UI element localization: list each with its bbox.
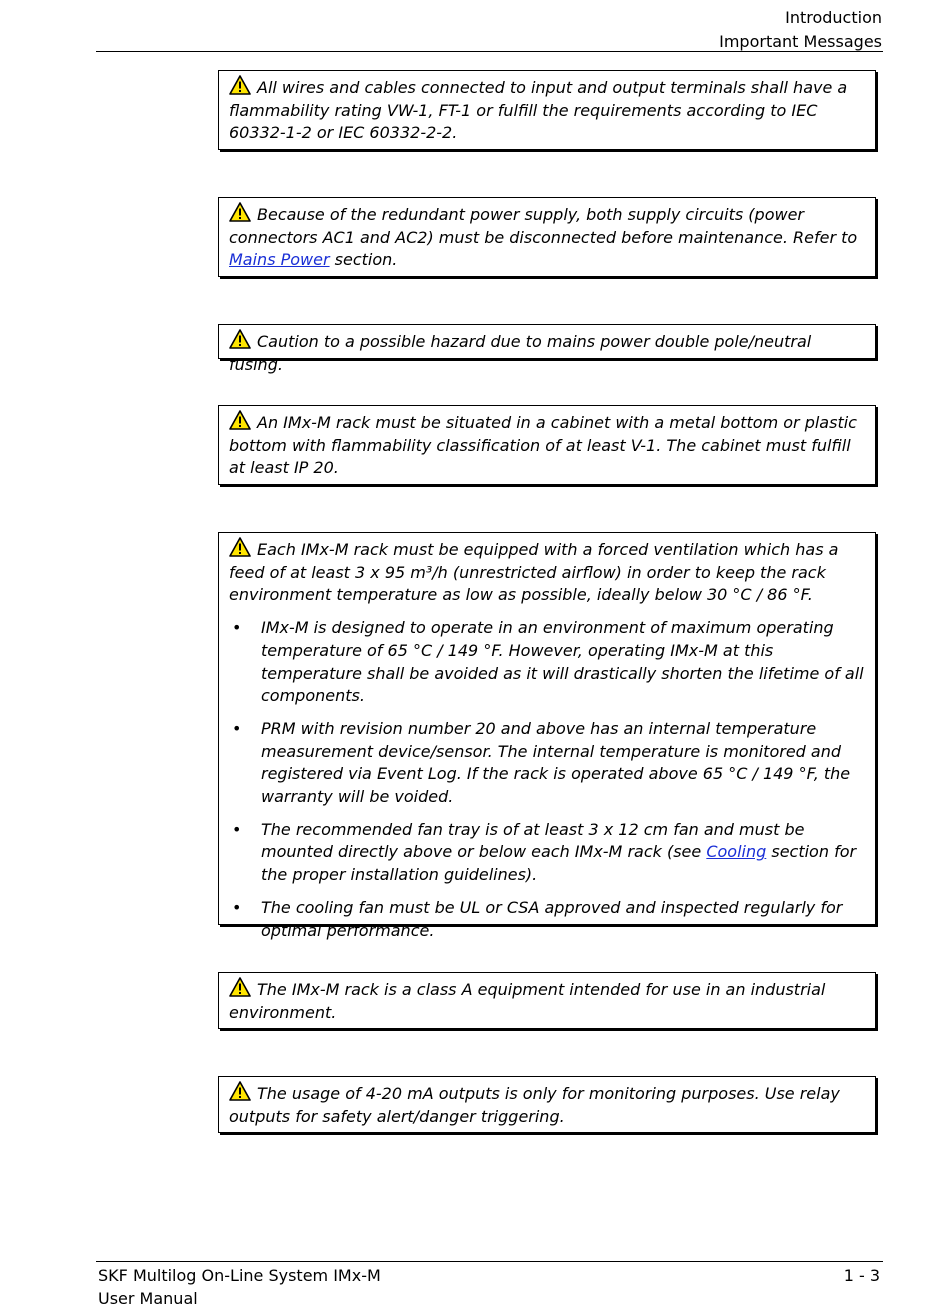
bullet: • [232,819,242,839]
list-item: • The recommended fan tray is of at least 3 x 12 cm fan and must be mounted directly above or below each IMx-M rack (see Cooling section for the proper installation guidelines). [232,819,857,885]
page-header [96,6,882,54]
warning-triangle-icon [229,410,251,430]
warning-box-cabinet [218,405,876,485]
warning-text: Caution to a possible hazard due to mains power double pole/neutral fusing. [229,332,812,374]
header-subsection: Important Messages [719,32,882,51]
warning-text: The IMx-M rack is a class A equipment intended for use in an industrial environment. [229,980,826,1022]
header-section: Introduction [785,8,882,27]
footer-doc-type: User Manual [98,1289,198,1308]
warning-triangle-icon [229,1081,251,1101]
warning-triangle-icon [229,537,251,557]
warning-triangle-icon [229,75,251,95]
warning-box-fusing [218,324,876,374]
header-divider [96,51,883,52]
warning-triangle-icon [229,329,251,349]
warning-text: All wires and cables connected to input and output terminals shall have a flammability rating VW-1, FT-1 or fulfill the requirements according to IEC 60332-1-2 or IEC 60332-2-2. [229,78,848,143]
bullet: • [232,618,242,638]
warning-triangle-icon [229,202,251,222]
warning-box-outputs [218,1076,876,1133]
bullet: • [232,897,242,917]
warning-text: An IMx-M rack must be situated in a cabinet with a metal bottom or plastic bottom with flammability classification of at least V-1. The cabinet must fulfill at least IP 20. [229,413,857,478]
page-number: 1 - 3 [843,1266,880,1285]
footer-product-title: SKF Multilog On-Line System IMx-M [98,1266,381,1285]
warning-triangle-icon [229,977,251,997]
footer-divider [96,1261,883,1262]
warning-text-end: section. [329,250,398,270]
warning-box-wires [218,70,876,150]
mains-power-link[interactable]: Mains Power [229,250,330,270]
bullet: • [232,718,242,738]
warning-box-redundant-power [218,197,876,277]
list-item: • The cooling fan must be UL or CSA approved and inspected regularly for optimal performance. [232,897,843,940]
ventilation-bullet-list [229,617,867,942]
page-footer [98,1264,381,1310]
warning-text: The usage of 4-20 mA outputs is only for monitoring purposes. Use relay outputs for safety alert/danger triggering. [229,1084,840,1126]
warning-box-class-a [218,972,876,1029]
list-item: • IMx-M is designed to operate in an environment of maximum operating temperature of 65 °C / 149 °F. However, operating IMx-M at this temperature shall be avoided as it will drastically shorten the lifetime of all components. [232,618,864,706]
cooling-link[interactable]: Cooling [706,842,767,862]
list-item: • PRM with revision number 20 and above has an internal temperature measurement device/sensor. The internal temperature is monitored and registered via Event Log. If the rack is operated above 65 °C / 149 °F, the warranty will be voided. [232,718,851,807]
warning-text: Each IMx-M rack must be equipped with a forced ventilation which has a feed of at least 3 x 95 m³/h (unrestricted airflow) in order to keep the rack environment temperature as low as possible, ideally below 30 °C / 86 °F. [229,540,839,605]
warning-text: Because of the redundant power supply, both supply circuits (power connectors AC1 and AC2) must be disconnected before maintenance. Refer to [229,205,858,247]
warning-box-ventilation [218,532,876,940]
